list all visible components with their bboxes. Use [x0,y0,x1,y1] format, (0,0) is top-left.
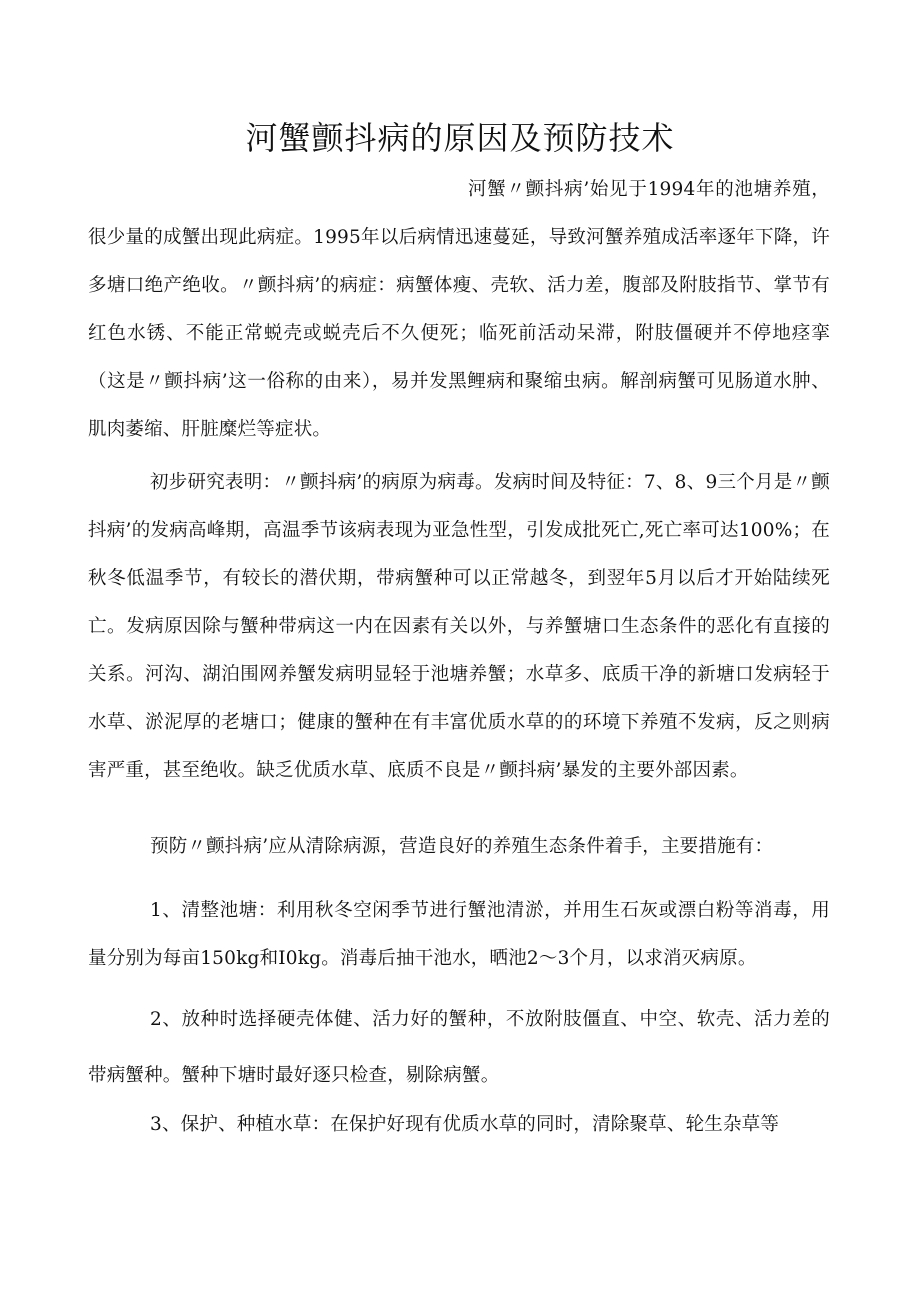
document-title: 河蟹颤抖病的原因及预防技术 [245,119,675,157]
paragraph-prevention-intro: 预防〃颤抖病’应从清除病源，营造良好的养殖生态条件着手，主要措施有： [150,836,774,857]
paragraph-measure-3-water-plants: 3、保护、种植水草：在保护好现有优质水草的同时，清除聚草、轮生杂草等 [150,1114,780,1135]
paragraph-onset-and-symptoms: 河蟹〃颤抖病’始见于1994年的池塘养殖，很少量的成蟹出现此病症。1995年以后病情迅速蔓延，导致河蟹养殖成活率逐年下降，许多塘口绝产绝收。〃颤抖病’的病症：病蟹体瘦、壳软、活力差，腹部及附肢指节、掌节有红色水锈、不能正常蜕壳或蜕壳后不久便死；临死前活动呆滞，附肢僵硬并不停地痉挛（这是〃颤抖病’这一俗称的由来），易并发黑鲤病和聚缩虫病。解剖病蟹可见肠道水肿、肌肉萎缩、肝脏糜烂等症状。 [88,179,830,440]
paragraph-measure-2-seed-selection: 2、放种时选择硬壳体健、活力好的蟹种，不放附肢僵直、中空、软壳、活力差的带病蟹种。蟹种下塘时最好逐只检查，剔除病蟹。 [88,1009,830,1086]
paragraph-cause-research: 初步研究表明：〃颤抖病’的病原为病毒。发病时间及特征：7、8、9三个月是〃颤抖病’的发病高峰期，高温季节该病表现为亚急性型，引发成批死亡,死亡率可达100%；在秋冬低温季节，有较长的潜伏期，带病蟹种可以正常越冬，到翌年5月以后才开始陆续死亡。发病原因除与蟹种带病这一内在因素有关以外，与养蟹塘口生态条件的恶化有直接的关系。河沟、湖泊围网养蟹发病明显轻于池塘养蟹；水草多、底质干净的新塘口发病轻于水草、淤泥厚的老塘口；健康的蟹种在有丰富优质水草的的环境下养殖不发病，反之则病害严重，甚至绝收。缺乏优质水草、底质不良是〃颤抖病’暴发的主要外部因素。 [88,472,830,781]
paragraph-measure-1-pond-cleaning: 1、清整池塘：利用秋冬空闲季节进行蟹池清淤，并用生石灰或漂白粉等消毒，用量分别为每亩150kg和I0kg。消毒后抽干池水，晒池2～3个月，以求消灭病原。 [88,900,830,969]
